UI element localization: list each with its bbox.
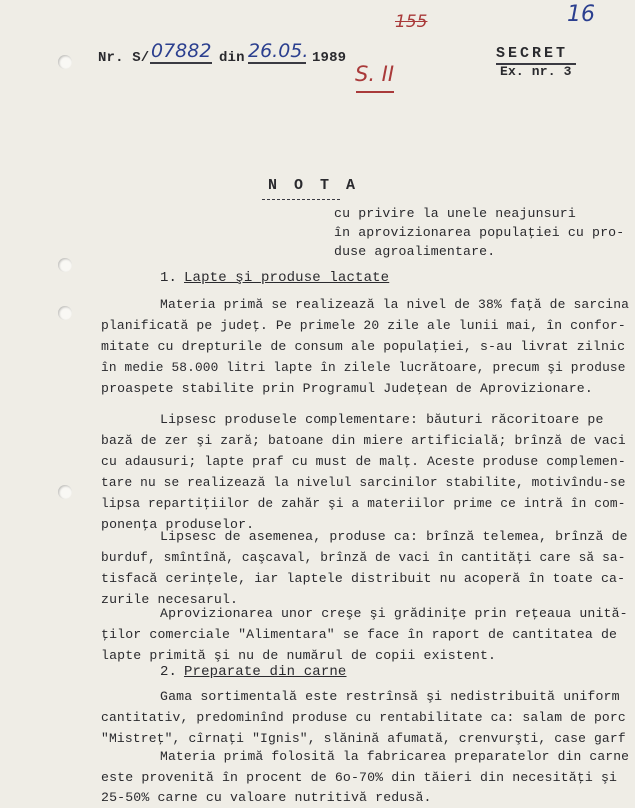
body-line: mitate cu drepturile de consum ale populaţiei, s-au livrat zilnic: [101, 339, 626, 354]
classification-secret: SECRET: [496, 45, 569, 62]
body-line: cu adausuri; lapte praf cu must de malţ. Aceste produse complemen-: [101, 454, 626, 469]
body-line: tisfacă cerinţele, iar laptele distribuit nu acoperă în toate ca-: [101, 571, 626, 586]
body-line: Aprovizionarea unor creşe şi grădiniţe prin reţeaua unită-: [160, 606, 628, 621]
handwritten-page-number: 16: [567, 2, 595, 27]
body-line: tare nu se realizează la nivelul sarcinilor stabilite, motivîndu-se: [101, 475, 626, 490]
body-line: ţilor comerciale "Alimentara" se face în raport de cantitatea de: [101, 627, 618, 642]
section-2-heading: Preparate din carne: [184, 664, 347, 680]
subtitle-line: cu privire la unele neajunsuri: [334, 206, 576, 221]
punch-hole: [58, 258, 72, 272]
body-line: Gama sortimentală este restrînsă şi nedistribuită uniform: [160, 689, 620, 704]
body-line: este provenită în procent de 6o-70% din tăieri din necesităţi şi: [101, 770, 618, 785]
body-line: "Mistreţ", cîrnaţi "Ignis", slănină afumată, crenvurşti, case garf: [101, 731, 626, 746]
title-underline: [262, 199, 340, 200]
body-line: planificată pe judeţ. Pe primele 20 zile ale lunii mai, în confor-: [101, 318, 626, 333]
body-line: zurile necesarul.: [101, 592, 239, 607]
body-line: bază de zer şi zară; batoane din miere artificială; brînză de vaci: [101, 433, 626, 448]
document-title: N O T A: [268, 177, 360, 194]
body-line: 25-50% carne cu valoare nutritivă redusă.: [101, 790, 432, 805]
body-line: lipsa repartiţiilor de zahăr şi a materiilor prime ce intră în com-: [101, 496, 626, 511]
year: 1989: [312, 50, 347, 66]
body-line: burduf, smîntînă, caşcaval, brînză de vaci în cantităţi care să sa-: [101, 550, 626, 565]
handwritten-registration-number: 07882: [151, 40, 212, 62]
date-label: din: [219, 50, 245, 66]
body-line: Materia primă se realizează la nivel de 38% faţă de sarcina: [160, 297, 630, 312]
copy-number: Ex. nr. 3: [500, 64, 572, 79]
handwritten-date: 26.05.: [248, 40, 309, 62]
body-line: Lipsesc produsele complementare: băuturi răcoritoare pe: [160, 412, 604, 427]
body-line: lapte primită şi nu de numărul de copii existent.: [101, 648, 497, 663]
body-line: cantitativ, predominînd produse cu rentabilitate ca: salam de porc: [101, 710, 626, 725]
body-line: Lipsesc de asemenea, produse ca: brînză telemea, brînză de: [160, 529, 628, 544]
handwritten-section-mark: S. II: [355, 62, 395, 86]
section-1-heading: Lapte şi produse lactate: [184, 270, 390, 286]
handwritten-number-top: 155: [395, 12, 428, 32]
subtitle-line: duse agroalimentare.: [334, 244, 496, 259]
section-2-number: 2.: [160, 664, 178, 680]
registration-number-label: Nr. S/: [98, 50, 150, 66]
section-mark-underline: [356, 91, 394, 93]
section-1-number: 1.: [160, 270, 178, 286]
subtitle-line: în aprovizionarea populaţiei cu pro-: [334, 225, 625, 240]
punch-hole: [58, 306, 72, 320]
body-line: Materia primă folosită la fabricarea preparatelor din carne: [160, 749, 630, 764]
punch-hole: [58, 55, 72, 69]
body-line: în medie 58.000 litri lapte în zilele lucrătoare, precum şi produse: [101, 360, 626, 375]
body-line: proaspete stabilite prin Programul Judeţean de Aprovizionare.: [101, 381, 593, 396]
body-line: ponenţa produselor.: [101, 517, 255, 532]
punch-hole: [58, 485, 72, 499]
registration-number-underline: [150, 62, 212, 64]
date-underline: [248, 62, 306, 64]
